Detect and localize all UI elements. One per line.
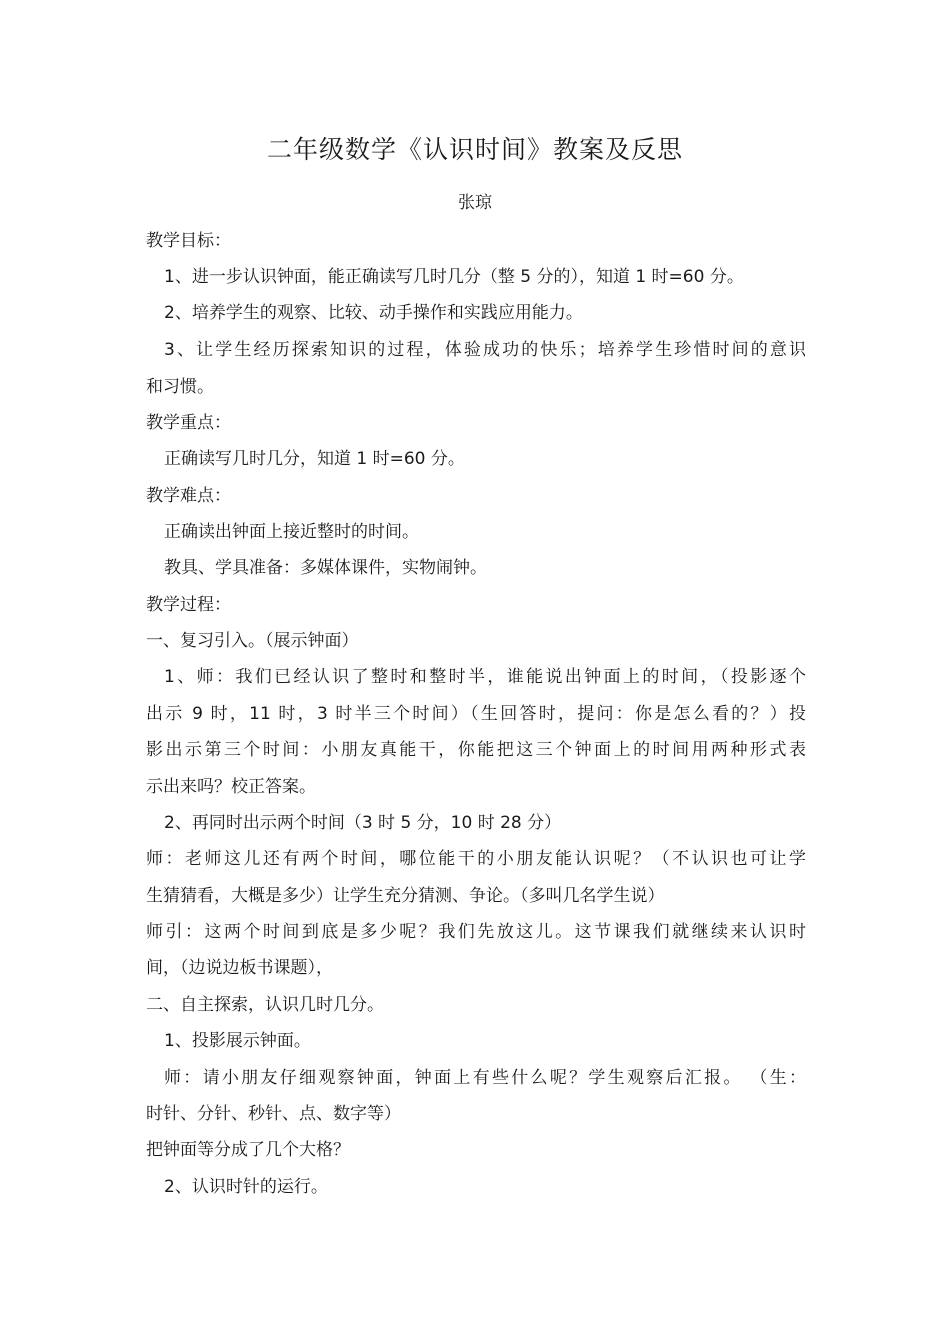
text-line: 出示 9 时，11 时，3 时半三个时间）（生回答时，提问：你是怎么看的？）投 [146, 704, 806, 724]
text-line: 3、让学生经历探索知识的过程，体验成功的快乐；培养学生珍惜时间的意识 [164, 340, 806, 360]
text-line: 教具、学具准备：多媒体课件，实物闹钟。 [164, 558, 487, 578]
text-line: 示出来吗？校正答案。 [146, 777, 316, 797]
text-line: 2、认识时针的运行。 [164, 1177, 328, 1197]
text-line: 正确读写几时几分，知道 1 时=60 分。 [164, 449, 465, 469]
section-heading: 二、自主探索，认识几时几分。 [146, 995, 384, 1015]
text-line: 1、进一步认识钟面，能正确读写几时几分（整 5 分的），知道 1 时=60 分。 [164, 267, 744, 287]
heading-difficulties: 教学难点： [146, 486, 231, 506]
text-line: 1、投影展示钟面。 [164, 1031, 311, 1051]
heading-key-points: 教学重点： [146, 413, 231, 433]
text-line: 师：老师这儿还有两个时间，哪位能干的小朋友能认识呢？（不认识也可让学 [146, 849, 806, 869]
text-line: 和习惯。 [146, 377, 214, 397]
text-line: 正确读出钟面上接近整时的时间。 [164, 522, 419, 542]
text-line: 间，（边说边板书课题）， [146, 958, 333, 978]
section-heading: 一、复习引入。（展示钟面） [146, 631, 359, 651]
document-author: 张琼 [458, 193, 492, 213]
heading-process: 教学过程： [146, 595, 231, 615]
document-title: 二年级数学《认识时间》教案及反思 [266, 135, 683, 164]
heading-objectives: 教学目标： [146, 231, 231, 251]
text-line: 时针、分针、秒针、点、数字等） [146, 1104, 401, 1124]
text-line: 1、师：我们已经认识了整时和整时半，谁能说出钟面上的时间，（投影逐个 [164, 667, 806, 687]
text-line: 把钟面等分成了几个大格？ [146, 1140, 350, 1160]
text-line: 师：请小朋友仔细观察钟面，钟面上有些什么呢？学生观察后汇报。 （生： [164, 1068, 806, 1088]
text-line: 生猜猜看，大概是多少）让学生充分猜测、争论。（多叫几名学生说） [146, 886, 665, 906]
text-line: 师引：这两个时间到底是多少呢？我们先放这儿。这节课我们就继续来认识时 [146, 922, 806, 942]
text-line: 影出示第三个时间：小朋友真能干，你能把这三个钟面上的时间用两种形式表 [146, 740, 806, 760]
text-line: 2、再同时出示两个时间（3 时 5 分，10 时 28 分） [164, 813, 562, 833]
text-line: 2、培养学生的观察、比较、动手操作和实践应用能力。 [164, 303, 583, 323]
